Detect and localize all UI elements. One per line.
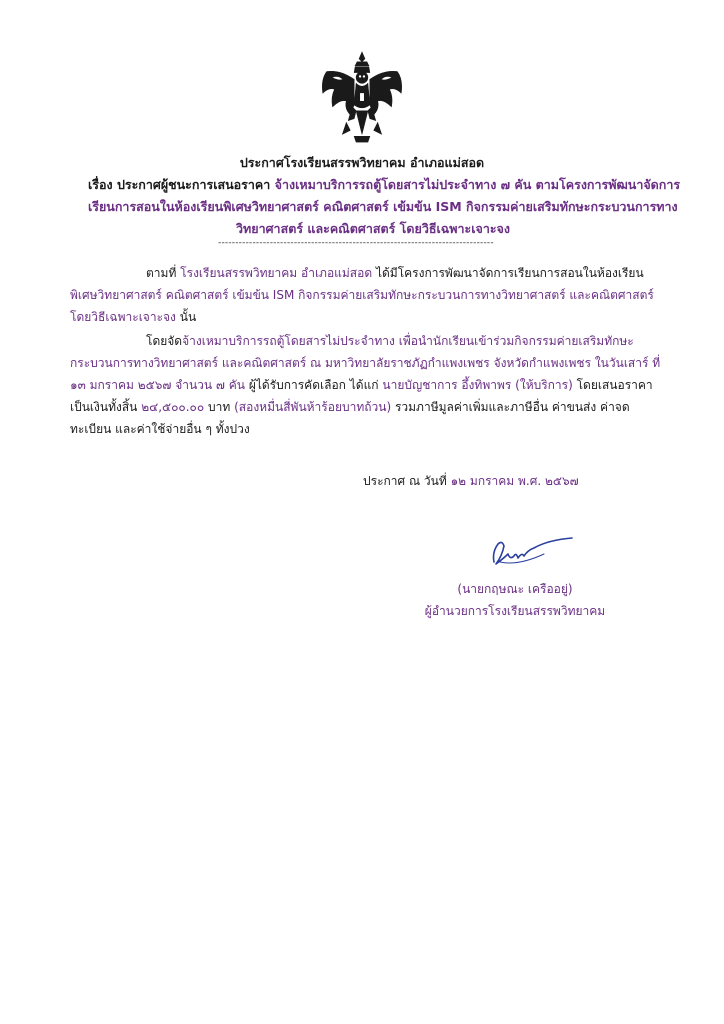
signer-block (420, 578, 610, 622)
text-segment: ได้มีโครงการพัฒนาจัดการเรียนการสอนในห้องเรียน (372, 266, 644, 280)
subject-line-1 (88, 174, 681, 196)
announcement-title: ประกาศโรงเรียนสรรพวิทยาคม อำเภอแม่สอด (239, 155, 485, 170)
text-segment: บาท (204, 400, 235, 414)
subject-line-2: เรียนการสอนในห้องเรียนพิเศษวิทยาศาสตร์ คณิตศาสตร์ เข้มข้น ISM กิจกรรมค่ายเสริมทักษะกระบวนการทาง (88, 199, 678, 214)
paragraph-line: ทะเบียน และค่าใช้จ่ายอื่น ๆ ทั้งปวง (70, 422, 250, 436)
paragraph-line: กระบวนการทางวิทยาศาสตร์ และคณิตศาสตร์ ณ มหาวิทยาลัยราชภัฏกำแพงเพชร จังหวัดกำแพงเพชร ในวันเสาร์ ที่ (70, 356, 661, 370)
service-date: ๑๓ มกราคม ๒๕๖๗ จำนวน ๗ คัน (70, 378, 245, 392)
service-description: จ้างเหมาบริการรถตู้โดยสารไม่ประจำทาง เพื่อนำนักเรียนเข้าร่วมกิจกรรมค่ายเสริมทักษะ (182, 334, 634, 348)
price-in-words: (สองหมื่นสี่พันห้าร้อยบาทถ้วน) (234, 400, 392, 414)
text-segment: โดยจัด (146, 334, 183, 348)
method-text: โดยวิธีเฉพาะเจาะจง (70, 310, 176, 324)
subject-prefix: เรื่อง ประกาศผู้ชนะการเสนอราคา (88, 177, 275, 192)
winner-name: นายบัญชาการ อึ้งทิพาพร (ให้บริการ) (382, 378, 573, 392)
paragraph-line (70, 374, 670, 396)
text-segment: โดยเสนอราคา (572, 378, 653, 392)
announcement-date-line (363, 472, 579, 491)
garuda-emblem-icon (313, 50, 411, 148)
text-segment: เป็นเงินทั้งสิ้น (70, 400, 142, 414)
subject-text: จ้างเหมาบริการรถตู้โดยสารไม่ประจำทาง ๗ คัน ตามโครงการพัฒนาจัดการ (274, 177, 681, 192)
text-segment: ตามที่ (146, 266, 181, 280)
divider-line: -------------------------------------------------------------------------------- (218, 238, 494, 248)
text-segment: นั้น (175, 310, 197, 324)
school-name: โรงเรียนสรรพวิทยาคม อำเภอแม่สอด (180, 266, 373, 280)
announcement-date: ๑๒ มกราคม พ.ศ. ๒๕๖๗ (450, 474, 579, 488)
paragraph-line (70, 330, 670, 352)
price-amount: ๒๔,๕๐๐.๐๐ (141, 400, 205, 414)
paragraph-award (70, 330, 670, 440)
paragraph-project (70, 262, 670, 328)
subject-line-3: วิทยาศาสตร์ และคณิตศาสตร์ โดยวิธีเฉพาะเจาะจง (236, 221, 510, 236)
paragraph-line: พิเศษวิทยาศาสตร์ คณิตศาสตร์ เข้มข้น ISM กิจกรรมค่ายเสริมทักษะกระบวนการทางวิทยาศาสตร์ และคณิตศาสตร์ (70, 288, 654, 302)
announcement-subject (88, 174, 681, 240)
signer-name: (นายกฤษณะ เครืออยู่) (457, 582, 573, 596)
paragraph-line (70, 306, 670, 328)
paragraph-line (70, 262, 670, 284)
text-segment: ผู้ได้รับการคัดเลือก ได้แก่ (245, 378, 383, 392)
text-segment: รวมภาษีมูลค่าเพิ่มและภาษีอื่น ค่าขนส่ง ค่าจด (391, 400, 630, 414)
handwritten-signature-icon (488, 532, 578, 572)
date-prefix: ประกาศ ณ วันที่ (363, 474, 451, 488)
signer-position: ผู้อำนวยการโรงเรียนสรรพวิทยาคม (424, 604, 606, 618)
paragraph-line (70, 396, 670, 418)
